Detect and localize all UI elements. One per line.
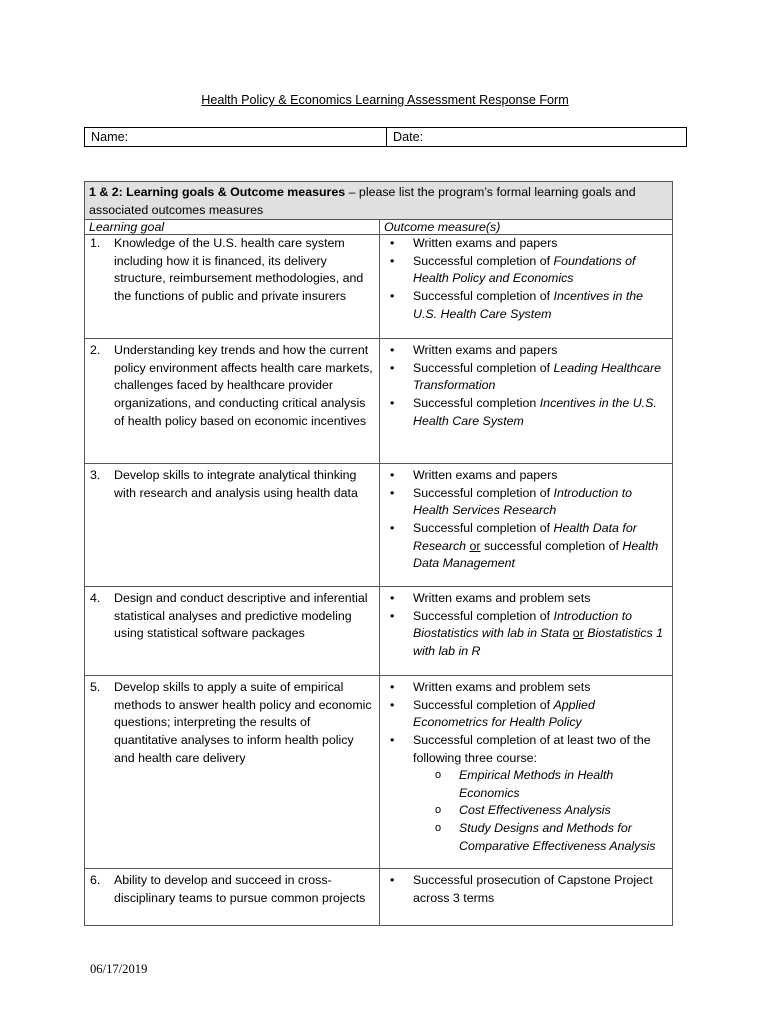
goal-text: Understanding key trends and how the current policy environment affects health care markets, challenges faced by healthcare provider organizations, and conducting critical analysis of health policy based on economic incentives: [114, 343, 373, 428]
goal-text: Develop skills to apply a suite of empirical methods to answer health policy and economic questions; interpreting the results of quantitative analyses to inform health policy and health care delivery: [114, 680, 372, 765]
goal-cell: [85, 869, 380, 926]
measure-item: • Written exams and papers: [384, 342, 669, 360]
measure-item: • Written exams and problem sets: [384, 679, 669, 697]
goal-cell: [85, 235, 380, 339]
column-header-goal: Learning goal: [85, 220, 380, 235]
measure-cell: [380, 676, 673, 869]
measure-item: • Successful prosecution of Capstone Project across 3 terms: [384, 872, 669, 907]
column-header-measure: Outcome measure(s): [380, 220, 673, 235]
measure-cell: [380, 235, 673, 339]
goal-number: 2.: [90, 343, 101, 358]
name-date-table: [84, 127, 687, 147]
goal-number: 6.: [90, 873, 101, 888]
measure-item: • Successful completion of Foundations of Health Policy and Economics: [384, 253, 669, 288]
measure-cell: [380, 587, 673, 676]
name-field[interactable]: [85, 128, 387, 147]
learning-goals-table: [84, 181, 673, 926]
goal-cell: [85, 339, 380, 464]
goal-number: 1.: [90, 236, 101, 251]
goal-cell: [85, 676, 380, 869]
measure-item: • Successful completion of Health Data for Research or successful completion of Health Data Management: [384, 520, 669, 573]
section-heading-bold: 1 & 2: Learning goals & Outcome measures: [89, 185, 346, 199]
goal-number: 3.: [90, 468, 101, 483]
goal-cell: [85, 587, 380, 676]
table-row: [85, 235, 673, 339]
measure-item: • Successful completion of Leading Healthcare Transformation: [384, 360, 669, 395]
sub-course-item: o Empirical Methods in Health Economics: [413, 767, 669, 802]
goal-text: Develop skills to integrate analytical thinking with research and analysis using health data: [114, 468, 358, 500]
table-row: [85, 464, 673, 587]
section-heading-text: – please list the program’s formal learning goals and associated outcomes measures: [89, 185, 636, 217]
measure-cell: [380, 339, 673, 464]
form-title: Health Policy & Economics Learning Assessment Response Form: [201, 93, 569, 107]
footer-date: 06/17/2019: [90, 962, 148, 976]
goal-cell: [85, 464, 380, 587]
measure-item: • Written exams and problem sets: [384, 590, 669, 608]
table-row: [85, 587, 673, 676]
goal-text: Design and conduct descriptive and inferential statistical analyses and predictive modeling using statistical software packages: [114, 591, 368, 641]
measure-item: • Written exams and papers: [384, 467, 669, 485]
sub-course-item: o Study Designs and Methods for Comparative Effectiveness Analysis: [413, 820, 669, 855]
date-field[interactable]: [387, 128, 687, 147]
measure-item: • Successful completion of at least two of the following three course: o Empirical Methods in Health Economics o Cost Effectiveness Analysis o Study Designs and Methods for Comparative Effectiveness Analysis: [384, 732, 669, 855]
table-row: [85, 869, 673, 926]
date-label: Date:: [393, 130, 424, 144]
table-row: [85, 676, 673, 869]
measure-cell: [380, 869, 673, 926]
goal-number: 4.: [90, 591, 101, 606]
measure-item: • Successful completion of Applied Econometrics for Health Policy: [384, 697, 669, 732]
goal-number: 5.: [90, 680, 101, 695]
measure-cell: [380, 464, 673, 587]
measure-item: • Successful completion of Incentives in the U.S. Health Care System: [384, 288, 669, 323]
measure-item: • Written exams and papers: [384, 235, 669, 253]
goal-text: Ability to develop and succeed in cross-disciplinary teams to pursue common projects: [114, 873, 366, 905]
measure-item: • Successful completion of Introduction to Health Services Research: [384, 485, 669, 520]
sub-course-item: o Cost Effectiveness Analysis: [413, 802, 669, 820]
goal-text: Knowledge of the U.S. health care system including how it is financed, its delivery structure, reimbursement methodologies, and the functions of public and private insurers: [114, 236, 364, 303]
measure-item: • Successful completion of Introduction to Biostatistics with lab in Stata or Biostatistics 1 with lab in R: [384, 608, 669, 661]
section-heading: [85, 182, 673, 220]
name-label: Name:: [91, 130, 129, 144]
table-row: [85, 339, 673, 464]
measure-item: • Successful completion Incentives in the U.S. Health Care System: [384, 395, 669, 430]
